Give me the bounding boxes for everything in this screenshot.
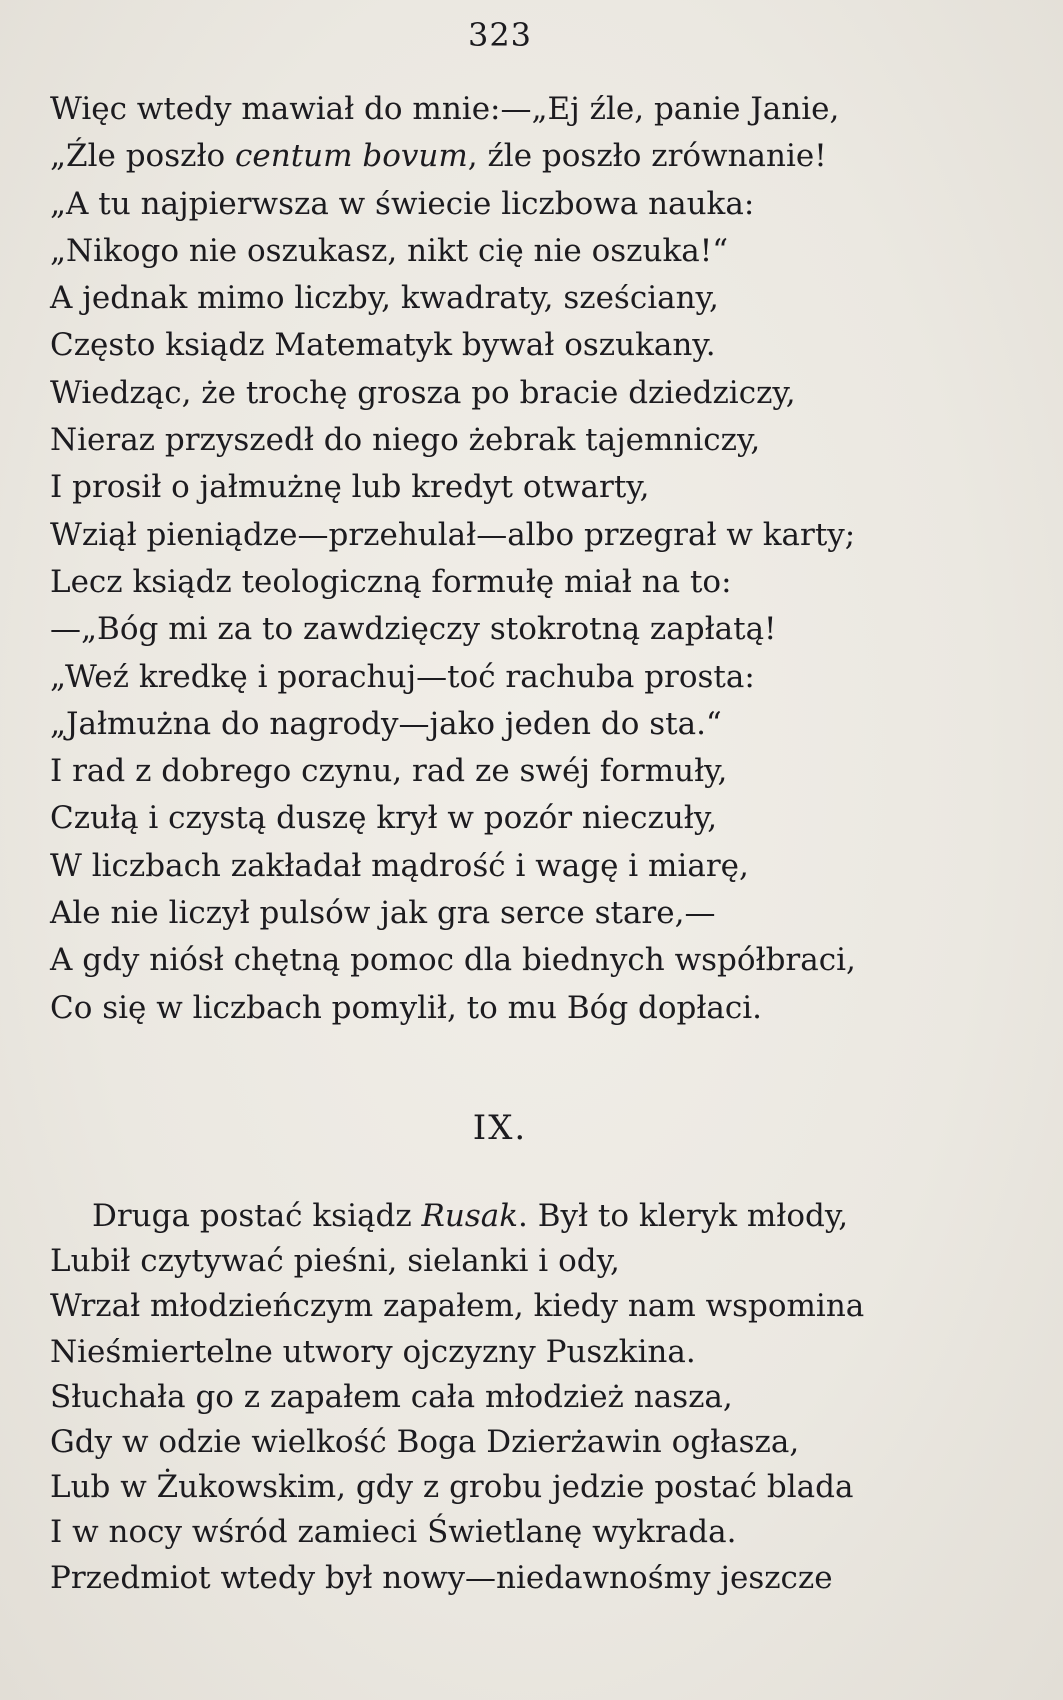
- verse-line: „Jałmużna do nagrody—jako jeden do sta.“: [50, 705, 722, 742]
- verse-line: Czułą i czystą duszę krył w pozór nieczuły,: [50, 800, 718, 837]
- verse-line: [50, 133, 1010, 180]
- verse-line: Wiedząc, że trochę grosza po bracie dziedziczy,: [50, 374, 796, 411]
- name-italic: Rusak: [421, 1198, 518, 1234]
- verse-line: Więc wtedy mawiał do mnie:—„Ej źle, panie Janie,: [50, 91, 840, 127]
- verse-line: Lecz ksiądz teologiczną formułę miał na to:: [50, 563, 732, 600]
- verse-line: —„Bóg mi za to zawdzięczy stokrotną zapłatą!: [50, 611, 777, 648]
- verse-line: W liczbach zakładał mądrość i wagę i miarę,: [50, 847, 749, 884]
- verse-line: A gdy niósł chętną pomoc dla biednych współbraci,: [50, 942, 856, 979]
- verse-line: [50, 1194, 1010, 1239]
- verse-line: I rad z dobrego czynu, rad ze swéj formuły,: [50, 753, 728, 790]
- verse-line: Lub w Żukowskim, gdy z grobu jedzie postać blada: [50, 1469, 854, 1506]
- verse-line: „A tu najpierwsza w świecie liczbowa nauka:: [50, 185, 755, 222]
- stanza-viii-ending: [50, 86, 1010, 1032]
- verse-text: Druga postać ksiądz: [92, 1198, 422, 1234]
- verse-line: Często ksiądz Matematyk bywał oszukany.: [50, 327, 716, 364]
- stanza-ix: [50, 1194, 1010, 1601]
- verse-line: I prosił o jałmużnę lub kredyt otwarty,: [50, 469, 650, 506]
- verse-line: Przedmiot wtedy był nowy—niedawnośmy jeszcze: [50, 1559, 833, 1596]
- page-number: 323: [467, 16, 533, 54]
- verse-line: Wrzał młodzieńczym zapałem, kiedy nam wspomina: [50, 1288, 865, 1325]
- verse-line: Nieśmiertelne utwory ojczyzny Puszkina.: [50, 1333, 696, 1370]
- verse-line: Lubił czytywać pieśni, sielanki i ody,: [50, 1243, 620, 1280]
- verse-line: „Nikogo nie oszukasz, nikt cię nie oszuka!“: [50, 232, 729, 269]
- verse-line: Nieraz przyszedł do niego żebrak tajemniczy,: [50, 422, 761, 459]
- verse-line: Wziął pieniądze—przehulał—albo przegrał w karty;: [50, 516, 856, 553]
- verse-line: Słuchała go z zapałem cała młodzież nasza,: [50, 1378, 733, 1415]
- section-heading: IX.: [472, 1108, 528, 1148]
- verse-text: . Był to kleryk młody,: [518, 1198, 849, 1234]
- verse-line: Co się w liczbach pomylił, to mu Bóg dopłaci.: [50, 989, 763, 1026]
- verse-text: „Źle poszło: [50, 138, 236, 175]
- verse-line: I w nocy wśród zamieci Świetlanę wykrada.: [50, 1514, 737, 1551]
- verse-line: Ale nie liczył pulsów jak gra serce stare,—: [50, 895, 716, 932]
- latin-phrase: centum bovum: [235, 138, 468, 175]
- verse-line: „Weź kredkę i porachuj—toć rachuba prosta:: [50, 658, 755, 695]
- verse-line: A jednak mimo liczby, kwadraty, sześciany,: [50, 280, 719, 317]
- verse-text: , źle poszło zrównanie!: [467, 138, 827, 175]
- verse-line: Gdy w odzie wielkość Boga Dzierżawin ogłasza,: [50, 1423, 800, 1460]
